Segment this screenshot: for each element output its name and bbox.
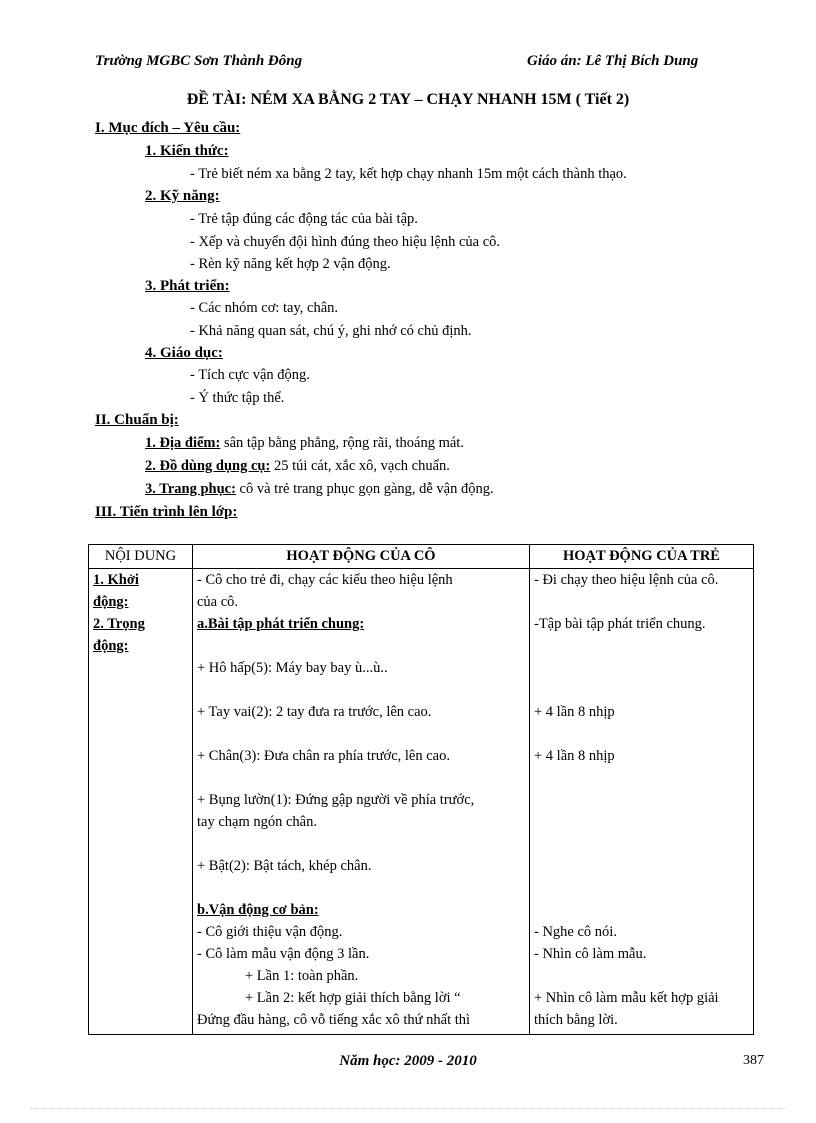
section-3-heading: III. Tiến trình lên lớp:: [95, 504, 238, 520]
child-line: thích bằng lời.: [534, 1012, 618, 1028]
education-item: - Tích cực vận động.: [190, 367, 310, 383]
teacher-line: + Lần 2: kết hợp giải thích bằng lời “: [245, 990, 461, 1006]
content-line: 1. Khởi: [93, 572, 139, 588]
teacher-line: của cô.: [197, 594, 239, 610]
table-row: [89, 569, 754, 1035]
child-line: - Đi chạy theo hiệu lệnh của cô.: [534, 572, 719, 588]
school-name: Trường MGBC Sơn Thành Đông: [95, 53, 303, 69]
development-item: - Các nhóm cơ: tay, chân.: [190, 300, 339, 316]
teacher-subheading: b.Vận động cơ bản:: [197, 902, 319, 918]
child-line: + 4 lần 8 nhịp: [534, 748, 615, 764]
header-content: NỘI DUNG: [89, 545, 193, 569]
teacher-name: Giáo án: Lê Thị Bích Dung: [527, 53, 699, 69]
tools-text: 25 túi cát, xắc xô, vạch chuẩn.: [270, 458, 450, 474]
child-line: + 4 lần 8 nhịp: [534, 704, 615, 720]
teacher-cell: [193, 569, 530, 1035]
teacher-line: - Cô cho trẻ đi, chạy các kiểu theo hiệu lệnh: [197, 572, 453, 588]
content-cell: [89, 569, 193, 1035]
tools-line: [145, 458, 450, 475]
teacher-line: + Tay vai(2): 2 tay đưa ra trước, lên cao.: [197, 704, 432, 720]
teacher-line: + Bật(2): Bật tách, khép chân.: [197, 858, 372, 874]
knowledge-label: 1. Kiến thức:: [145, 143, 229, 159]
skills-item: - Trẻ tập đúng các động tác của bài tập.: [190, 211, 418, 227]
child-line: - Nhìn cô làm mẫu.: [534, 946, 647, 962]
teacher-line: + Bụng lườn(1): Đứng gập người về phía trước,: [197, 792, 475, 808]
place-text: sân tập bằng phẳng, rộng rãi, thoáng mát.: [220, 435, 464, 451]
section-2-heading: II. Chuẩn bị:: [95, 412, 179, 428]
education-label: 4. Giáo dục:: [145, 345, 223, 361]
content-line: 2. Trọng: [93, 616, 145, 632]
place-line: [145, 435, 464, 452]
child-line: - Nghe cô nói.: [534, 924, 617, 940]
table-header-row: [89, 545, 754, 569]
teacher-line: - Cô làm mẫu vận động 3 lần.: [197, 946, 370, 962]
teacher-line: - Cô giới thiệu vận động.: [197, 924, 343, 940]
skills-item: - Rèn kỹ năng kết hợp 2 vận động.: [190, 256, 391, 272]
page-bottom-divider: [30, 1108, 786, 1109]
skills-item: - Xếp và chuyển đội hình đúng theo hiệu lệnh của cô.: [190, 234, 501, 250]
development-label: 3. Phát triển:: [145, 278, 230, 294]
lesson-title: ĐỀ TÀI: NÉM XA BẰNG 2 TAY – CHẠY NHANH 15M ( Tiết 2): [186, 91, 630, 108]
costume-text: cô và trẻ trang phục gọn gàng, dễ vận động.: [235, 481, 494, 497]
lesson-plan-table: [88, 544, 754, 1035]
content-line: động:: [93, 638, 129, 654]
teacher-subheading: a.Bài tập phát triển chung:: [197, 616, 365, 632]
development-item: - Khả năng quan sát, chú ý, ghi nhớ có chủ định.: [190, 323, 472, 339]
tools-label: 2. Đồ dùng dụng cụ:: [145, 458, 271, 474]
teacher-line: + Chân(3): Đưa chân ra phía trước, lên cao.: [197, 748, 450, 764]
header-child: HOẠT ĐỘNG CỦA TRẺ: [530, 545, 754, 569]
skills-label: 2. Kỹ năng:: [145, 188, 220, 204]
page-number: 387: [743, 1053, 764, 1068]
teacher-line: Đứng đầu hàng, cô vỗ tiếng xắc xô thứ nhất thì: [197, 1012, 471, 1028]
section-1-heading: I. Mục đích – Yêu cầu:: [95, 120, 241, 136]
content-line: động:: [93, 594, 129, 610]
child-line: + Nhìn cô làm mẫu kết hợp giải: [534, 990, 719, 1006]
education-item: - Ý thức tập thể.: [190, 390, 285, 406]
place-label: 1. Địa điểm:: [145, 435, 221, 451]
costume-label: 3. Trang phục:: [145, 481, 236, 497]
child-cell: [530, 569, 754, 1035]
child-line: -Tập bài tập phát triển chung.: [534, 616, 706, 632]
header-teacher: HOẠT ĐỘNG CỦA CÔ: [193, 545, 530, 569]
teacher-line: + Lần 1: toàn phần.: [245, 968, 359, 984]
knowledge-item: - Trẻ biết ném xa bằng 2 tay, kết hợp chạy nhanh 15m một cách thành thạo.: [190, 166, 627, 182]
school-year: Năm học: 2009 - 2010: [339, 1053, 477, 1069]
teacher-line: + Hô hấp(5): Máy bay bay ù...ù..: [197, 660, 388, 676]
teacher-line: tay chạm ngón chân.: [197, 814, 317, 830]
costume-line: [145, 481, 494, 498]
